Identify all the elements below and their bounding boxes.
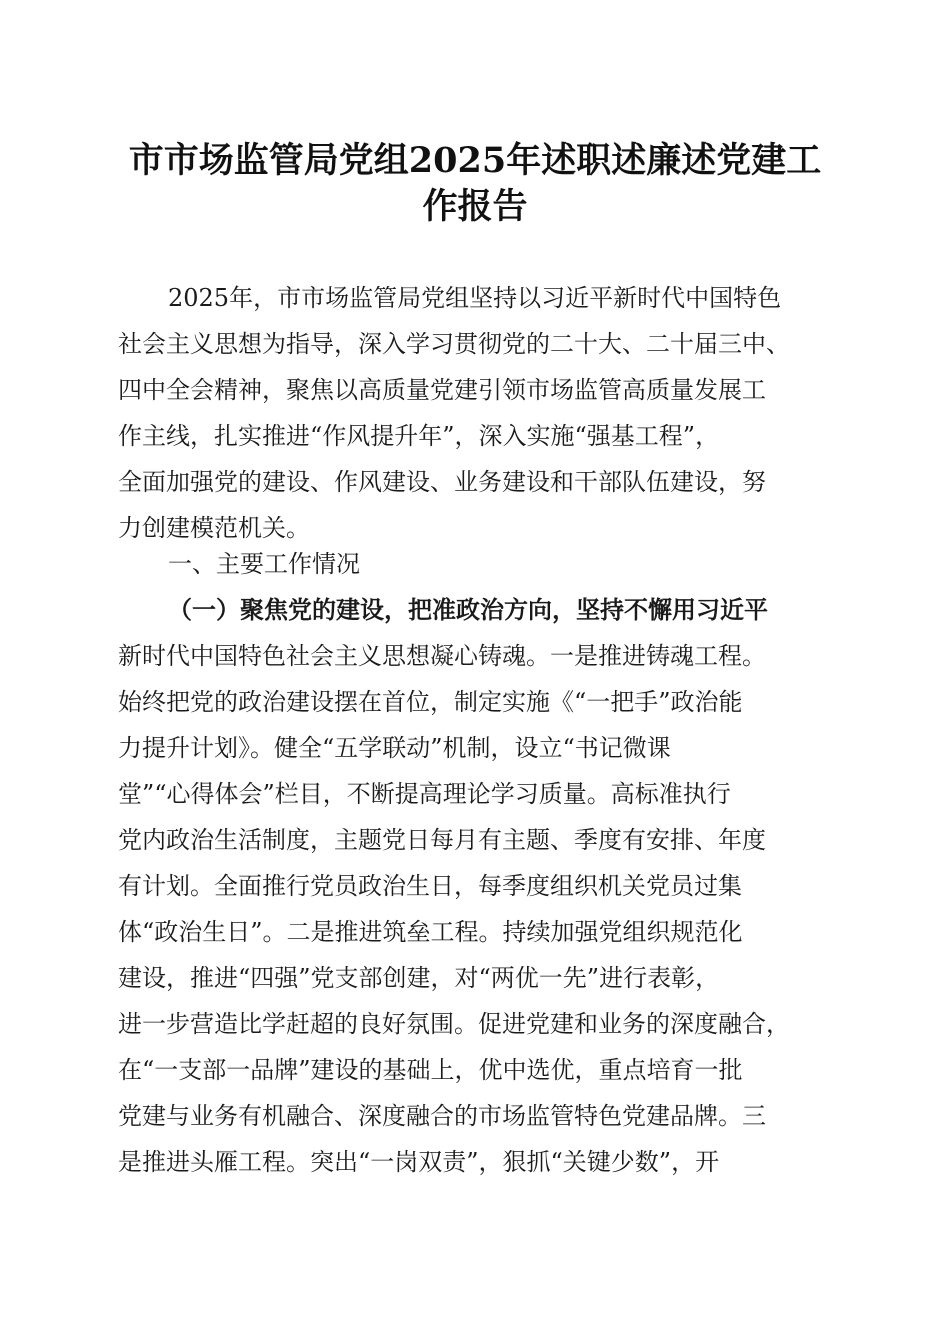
title-line-1: 市市场监管局党组2025年述职述廉述党建工 <box>128 140 822 181</box>
subsection-line: 堂”“心得体会”栏目，不断提高理论学习质量。高标准执行 <box>118 780 731 808</box>
intro-line: 力创建模范机关。 <box>118 514 310 542</box>
subsection-paragraph <box>118 587 838 1185</box>
subsection-line: 有计划。全面推行党员政治生日，每季度组织机关党员过集 <box>118 872 742 900</box>
subsection-line: 在“一支部一品牌”建设的基础上，优中选优，重点培育一批 <box>118 1056 743 1084</box>
section-heading: 一、主要工作情况 <box>168 550 360 578</box>
intro-line: 社会主义思想为指导，深入学习贯彻党的二十大、二十届三中、 <box>118 330 790 358</box>
section-heading-block <box>118 541 838 587</box>
subsection-line: 始终把党的政治建设摆在首位，制定实施《“一把手”政治能 <box>118 688 743 716</box>
subsection-line: （一）聚焦党的建设，把准政治方向，坚持不懈用习近平 <box>168 595 768 624</box>
intro-line: 四中全会精神，聚焦以高质量党建引领市场监管高质量发展工 <box>118 376 766 404</box>
subsection-line: 党建与业务有机融合、深度融合的市场监管特色党建品牌。三 <box>118 1102 766 1130</box>
subsection-line: 建设，推进“四强”党支部创建，对“两优一先”进行表彰， <box>118 964 720 992</box>
intro-line: 全面加强党的建设、作风建设、业务建设和干部队伍建设，努 <box>118 468 766 496</box>
subsection-line: 力提升计划》。健全“五学联动”机制，设立“书记微课 <box>118 734 671 762</box>
subsection-line: 新时代中国特色社会主义思想凝心铸魂。一是推进铸魂工程。 <box>118 642 766 670</box>
subsection-line: 进一步营造比学赶超的良好氛围。促进党建和业务的深度融合， <box>118 1010 790 1038</box>
title-line-2: 作报告 <box>422 186 528 227</box>
subsection-line: 体“政治生日”。二是推进筑垒工程。持续加强党组织规范化 <box>118 918 743 946</box>
intro-line: 2025年，市市场监管局党组坚持以习近平新时代中国特色 <box>168 284 782 312</box>
subsection-line: 党内政治生活制度，主题党日每月有主题、季度有安排、年度 <box>118 826 766 854</box>
intro-line: 作主线，扎实推进“作风提升年”，深入实施“强基工程”， <box>118 422 720 450</box>
subsection-line: 是推进头雁工程。突出“一岗双责”，狠抓“关键少数”，开 <box>118 1148 720 1176</box>
document-title <box>110 138 840 230</box>
intro-paragraph <box>118 275 838 551</box>
